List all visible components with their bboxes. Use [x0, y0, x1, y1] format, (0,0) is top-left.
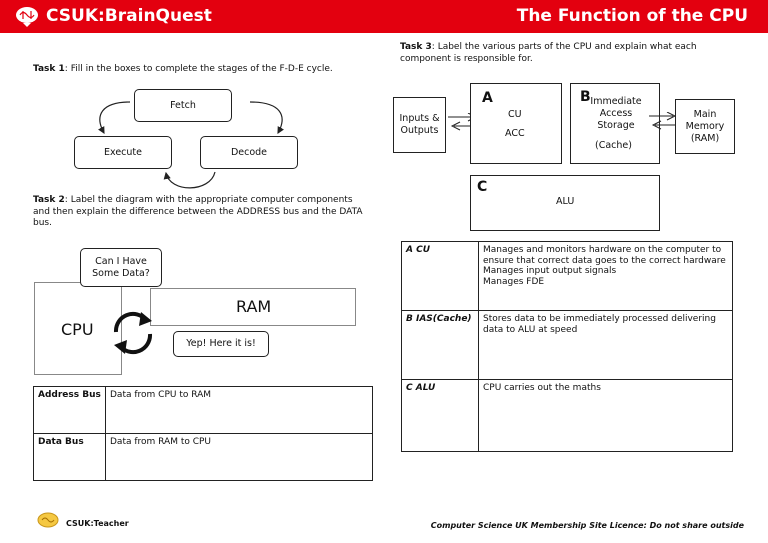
label-b: B	[580, 89, 591, 105]
cache-label: (Cache)	[595, 140, 632, 151]
table-row	[402, 311, 733, 380]
table-row	[402, 242, 733, 311]
table-term: C ALU	[402, 380, 479, 452]
table-desc: Data from RAM to CPU	[106, 434, 373, 481]
table-desc: CPU carries out the maths	[479, 380, 733, 452]
teacher-logo-icon	[36, 511, 60, 531]
request-speech-bubble: Can I Have Some Data?	[80, 248, 162, 287]
label-a: A	[482, 90, 493, 106]
fetch-box: Fetch	[134, 89, 232, 122]
footer-teacher: CSUK:Teacher	[66, 519, 129, 528]
ias-label: Immediate Access Storage	[590, 96, 642, 131]
label-c: C	[477, 179, 488, 195]
table-desc: Data from CPU to RAM	[106, 387, 373, 434]
cu-label: CU	[508, 109, 522, 120]
bus-table	[33, 386, 373, 481]
acc-label: ACC	[505, 128, 525, 139]
decode-box: Decode	[200, 136, 298, 169]
table-term: A CU	[402, 242, 479, 311]
execute-box: Execute	[74, 136, 172, 169]
table-term: Data Bus	[34, 434, 106, 481]
footer-licence: Computer Science UK Membership Site Licence: Do not share outside	[430, 521, 744, 530]
cpu-label: CPU	[61, 320, 94, 339]
table-term: B IAS(Cache)	[402, 311, 479, 380]
table-row	[402, 380, 733, 452]
cycle-arrows-icon	[108, 308, 158, 358]
brand-name: CSUK:BrainQuest	[46, 6, 212, 26]
task3-instructions: Task 3: Label the various parts of the CPU and explain what each component is responsible for.	[400, 42, 697, 64]
brain-logo-icon	[14, 5, 40, 27]
main-memory-box: Main Memory (RAM)	[675, 99, 735, 154]
task2-instructions: Task 2: Label the diagram with the appropriate computer components and then explain the difference between the ADDRESS bus and the DATA bus.	[33, 195, 363, 228]
alu-label: ALU	[556, 196, 575, 207]
table-desc: Manages and monitors hardware on the computer to ensure that correct data goes to the correct hardware Manages input output signals Manages FDE	[479, 242, 733, 311]
reply-speech-bubble: Yep! Here it is!	[173, 331, 269, 357]
table-term: Address Bus	[34, 387, 106, 434]
task1-instructions: Task 1: Fill in the boxes to complete the stages of the F-D-E cycle.	[33, 64, 333, 74]
inputs-outputs-box: Inputs & Outputs	[393, 97, 446, 153]
table-row	[34, 434, 373, 481]
table-desc: Stores data to be immediately processed delivering data to ALU at speed	[479, 311, 733, 380]
ram-label: RAM	[236, 297, 272, 316]
cpu-parts-table	[401, 241, 733, 452]
table-row	[34, 387, 373, 434]
page-title: The Function of the CPU	[516, 6, 748, 26]
